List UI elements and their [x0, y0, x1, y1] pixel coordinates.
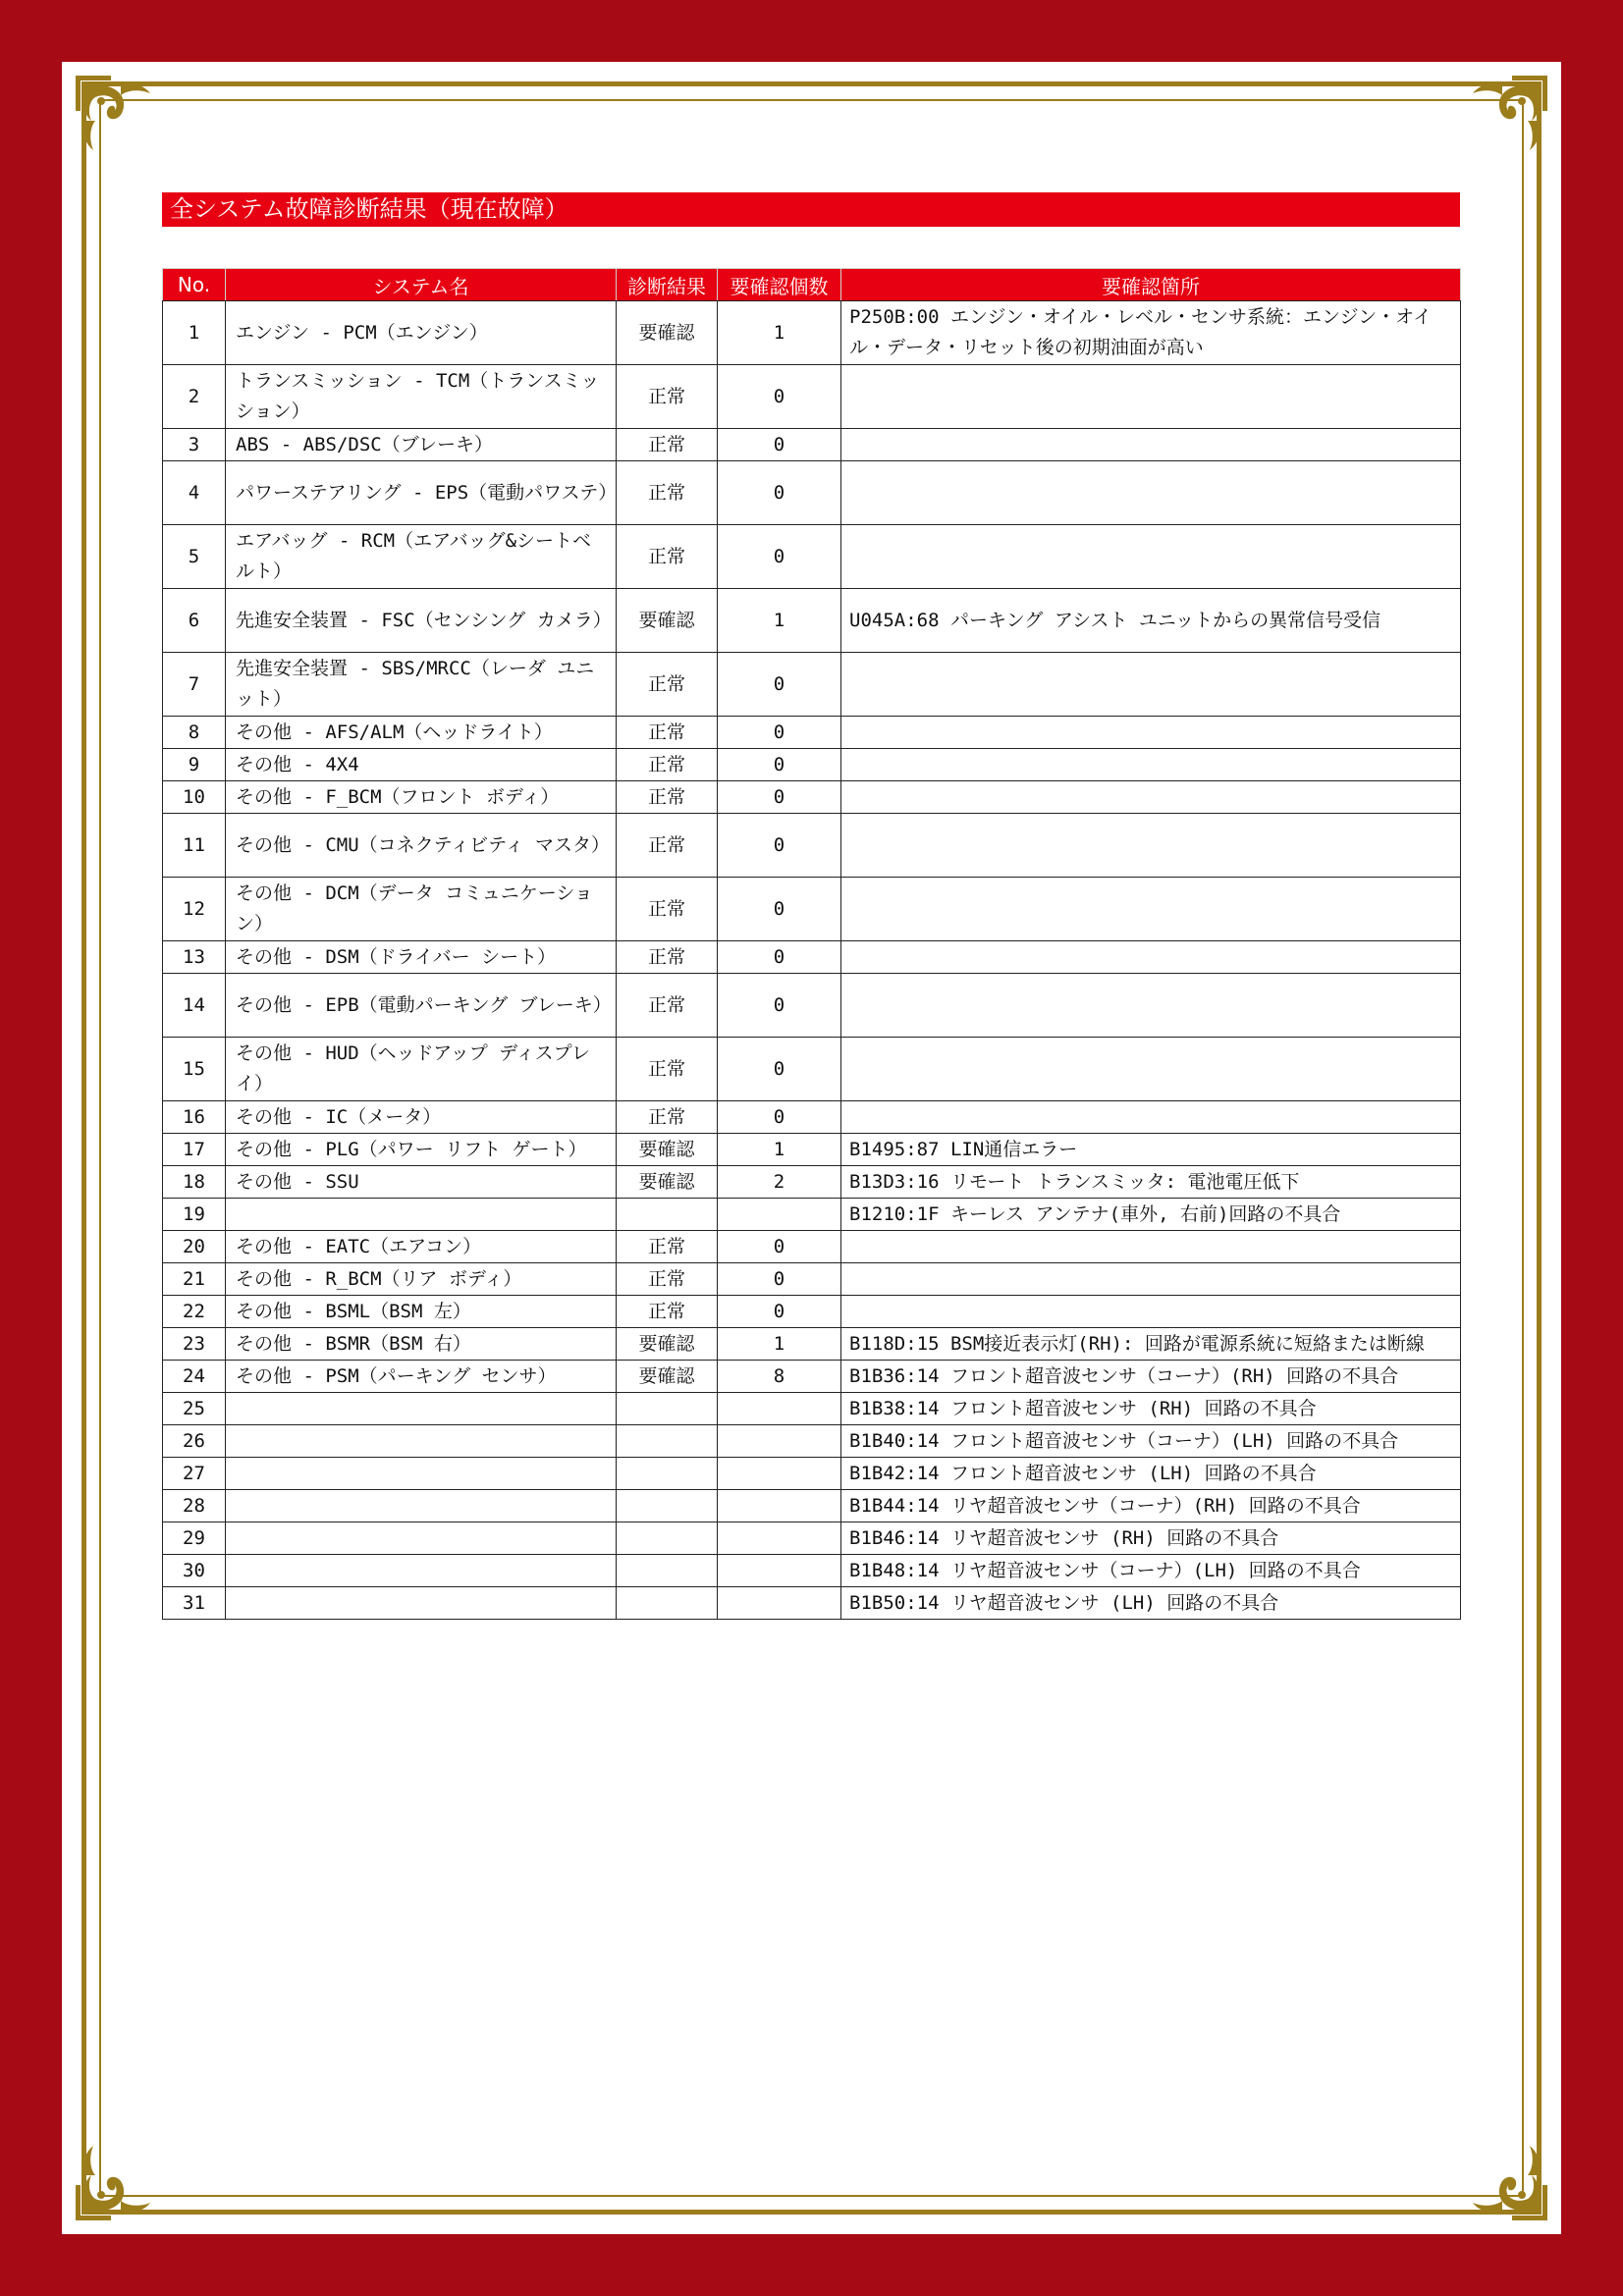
cell-no: 8	[163, 717, 226, 749]
cell-result: 要確認	[617, 301, 718, 365]
cell-result: 正常	[617, 1038, 718, 1101]
cell-detail: B1495:87 LIN通信エラー	[841, 1134, 1461, 1166]
cell-no: 17	[163, 1134, 226, 1166]
cell-no: 22	[163, 1296, 226, 1328]
corner-ornament-icon	[72, 2134, 162, 2224]
cell-result: 正常	[617, 941, 718, 974]
table-row	[163, 1522, 1461, 1555]
cell-system: トランスミッション - TCM（トランスミッション）	[226, 365, 617, 429]
cell-detail	[841, 974, 1461, 1038]
cell-no: 12	[163, 878, 226, 941]
cell-count: 0	[718, 878, 841, 941]
cell-no: 2	[163, 365, 226, 429]
table-row	[163, 461, 1461, 525]
cell-system: その他 - F_BCM（フロント ボディ）	[226, 781, 617, 814]
table-row	[163, 365, 1461, 429]
cell-result	[617, 1199, 718, 1231]
cell-count	[718, 1199, 841, 1231]
cell-count: 0	[718, 1263, 841, 1296]
cell-no: 21	[163, 1263, 226, 1296]
table-row	[163, 814, 1461, 878]
cell-no: 19	[163, 1199, 226, 1231]
cell-system: その他 - DCM（データ コミュニケーション）	[226, 878, 617, 941]
table-row	[163, 878, 1461, 941]
table-row	[163, 1587, 1461, 1620]
cell-result: 正常	[617, 749, 718, 781]
cell-result: 正常	[617, 717, 718, 749]
cell-system: その他 - BSMR（BSM 右）	[226, 1328, 617, 1361]
cell-system: その他 - BSML（BSM 左）	[226, 1296, 617, 1328]
table-row	[163, 1393, 1461, 1425]
cell-count: 8	[718, 1361, 841, 1393]
cell-detail: B1B38:14 フロント超音波センサ (RH) 回路の不具合	[841, 1393, 1461, 1425]
cell-system	[226, 1393, 617, 1425]
cell-result: 正常	[617, 365, 718, 429]
cell-result: 正常	[617, 814, 718, 878]
header-no: No.	[163, 269, 226, 301]
cell-count	[718, 1393, 841, 1425]
cell-count	[718, 1555, 841, 1587]
cell-system: その他 - DSM（ドライバー シート）	[226, 941, 617, 974]
cell-count: 0	[718, 1296, 841, 1328]
cell-no: 11	[163, 814, 226, 878]
cell-detail	[841, 1231, 1461, 1263]
table-row	[163, 429, 1461, 461]
cell-system	[226, 1555, 617, 1587]
cell-no: 7	[163, 653, 226, 717]
cell-result: 要確認	[617, 1328, 718, 1361]
cell-detail	[841, 1263, 1461, 1296]
cell-count: 0	[718, 461, 841, 525]
table-row	[163, 301, 1461, 365]
corner-ornament-icon	[1461, 2134, 1551, 2224]
header-count: 要確認個数	[718, 269, 841, 301]
cell-count: 0	[718, 1231, 841, 1263]
cell-no: 30	[163, 1555, 226, 1587]
cell-detail: B1B40:14 フロント超音波センサ（コーナ）(LH) 回路の不具合	[841, 1425, 1461, 1458]
cell-result: 正常	[617, 429, 718, 461]
corner-ornament-icon	[72, 72, 162, 162]
cell-no: 27	[163, 1458, 226, 1490]
header-detail: 要確認箇所	[841, 269, 1461, 301]
cell-no: 20	[163, 1231, 226, 1263]
cell-count: 0	[718, 429, 841, 461]
table-row	[163, 1328, 1461, 1361]
cell-no: 29	[163, 1522, 226, 1555]
cell-result: 正常	[617, 461, 718, 525]
cell-result: 正常	[617, 974, 718, 1038]
cell-system: ABS - ABS/DSC（ブレーキ）	[226, 429, 617, 461]
cell-no: 24	[163, 1361, 226, 1393]
cell-no: 31	[163, 1587, 226, 1620]
cell-system: その他 - 4X4	[226, 749, 617, 781]
cell-result	[617, 1587, 718, 1620]
cell-count: 0	[718, 941, 841, 974]
cell-count: 1	[718, 1134, 841, 1166]
table-row	[163, 1038, 1461, 1101]
report-sheet	[62, 62, 1561, 2234]
table-row	[163, 1134, 1461, 1166]
cell-system: 先進安全装置 - FSC（センシング カメラ）	[226, 589, 617, 653]
cell-count: 0	[718, 749, 841, 781]
cell-detail: B118D:15 BSM接近表示灯(RH): 回路が電源系統に短絡または断線	[841, 1328, 1461, 1361]
cell-no: 5	[163, 525, 226, 589]
table-row	[163, 525, 1461, 589]
cell-result	[617, 1555, 718, 1587]
table-row	[163, 1166, 1461, 1199]
table-row	[163, 1361, 1461, 1393]
cell-result: 正常	[617, 878, 718, 941]
cell-detail	[841, 781, 1461, 814]
cell-result: 要確認	[617, 589, 718, 653]
cell-count: 1	[718, 589, 841, 653]
cell-system: その他 - PLG（パワー リフト ゲート）	[226, 1134, 617, 1166]
cell-count: 0	[718, 974, 841, 1038]
table-row	[163, 1555, 1461, 1587]
cell-system: その他 - R_BCM（リア ボディ）	[226, 1263, 617, 1296]
cell-no: 15	[163, 1038, 226, 1101]
cell-detail	[841, 461, 1461, 525]
table-row	[163, 1490, 1461, 1522]
cell-count	[718, 1425, 841, 1458]
cell-count: 0	[718, 781, 841, 814]
cell-result	[617, 1490, 718, 1522]
cell-detail	[841, 878, 1461, 941]
cell-result	[617, 1425, 718, 1458]
cell-detail: B13D3:16 リモート トランスミッタ: 電池電圧低下	[841, 1166, 1461, 1199]
cell-system	[226, 1425, 617, 1458]
table-row	[163, 749, 1461, 781]
cell-detail	[841, 717, 1461, 749]
cell-no: 9	[163, 749, 226, 781]
table-row	[163, 1296, 1461, 1328]
cell-count: 0	[718, 1038, 841, 1101]
header-system: システム名	[226, 269, 617, 301]
cell-no: 23	[163, 1328, 226, 1361]
cell-count: 0	[718, 717, 841, 749]
cell-system: その他 - PSM（パーキング センサ）	[226, 1361, 617, 1393]
cell-detail	[841, 749, 1461, 781]
cell-count: 1	[718, 1328, 841, 1361]
table-row	[163, 1199, 1461, 1231]
cell-system: その他 - SSU	[226, 1166, 617, 1199]
cell-result: 要確認	[617, 1166, 718, 1199]
cell-no: 3	[163, 429, 226, 461]
cell-system: その他 - AFS/ALM（ヘッドライト）	[226, 717, 617, 749]
cell-system: その他 - IC（メータ）	[226, 1101, 617, 1134]
cell-no: 6	[163, 589, 226, 653]
cell-no: 16	[163, 1101, 226, 1134]
cell-count	[718, 1587, 841, 1620]
cell-count	[718, 1522, 841, 1555]
cell-no: 28	[163, 1490, 226, 1522]
cell-detail: B1B48:14 リヤ超音波センサ（コーナ）(LH) 回路の不具合	[841, 1555, 1461, 1587]
cell-result: 正常	[617, 781, 718, 814]
cell-result: 正常	[617, 1101, 718, 1134]
cell-detail	[841, 1101, 1461, 1134]
cell-result: 正常	[617, 525, 718, 589]
cell-system: その他 - EPB（電動パーキング ブレーキ）	[226, 974, 617, 1038]
cell-result	[617, 1458, 718, 1490]
cell-system	[226, 1199, 617, 1231]
cell-detail	[841, 653, 1461, 717]
cell-system: エンジン - PCM（エンジン）	[226, 301, 617, 365]
cell-system: 先進安全装置 - SBS/MRCC（レーダ ユニット）	[226, 653, 617, 717]
header-result: 診断結果	[617, 269, 718, 301]
cell-detail	[841, 525, 1461, 589]
table-row	[163, 1425, 1461, 1458]
page-title: 全システム故障診断結果（現在故障）	[162, 192, 1460, 227]
table-body	[163, 301, 1461, 1620]
cell-detail	[841, 365, 1461, 429]
cell-result	[617, 1522, 718, 1555]
cell-result: 正常	[617, 653, 718, 717]
cell-count: 0	[718, 525, 841, 589]
diagnosis-table	[162, 268, 1461, 1620]
cell-count	[718, 1490, 841, 1522]
cell-detail: B1B42:14 フロント超音波センサ (LH) 回路の不具合	[841, 1458, 1461, 1490]
cell-count: 0	[718, 653, 841, 717]
cell-detail: B1B36:14 フロント超音波センサ（コーナ）(RH) 回路の不具合	[841, 1361, 1461, 1393]
cell-system: エアバッグ - RCM（エアバッグ&シートベルト）	[226, 525, 617, 589]
table-row	[163, 1231, 1461, 1263]
cell-system: その他 - EATC（エアコン）	[226, 1231, 617, 1263]
cell-result: 正常	[617, 1296, 718, 1328]
cell-detail: B1B44:14 リヤ超音波センサ（コーナ）(RH) 回路の不具合	[841, 1490, 1461, 1522]
cell-system	[226, 1522, 617, 1555]
cell-no: 10	[163, 781, 226, 814]
cell-no: 26	[163, 1425, 226, 1458]
cell-result: 正常	[617, 1231, 718, 1263]
cell-count: 1	[718, 301, 841, 365]
table-row	[163, 717, 1461, 749]
cell-system: パワーステアリング - EPS（電動パワステ）	[226, 461, 617, 525]
cell-detail	[841, 1296, 1461, 1328]
cell-no: 14	[163, 974, 226, 1038]
table-row	[163, 1101, 1461, 1134]
cell-detail: U045A:68 パーキング アシスト ユニットからの異常信号受信	[841, 589, 1461, 653]
cell-count: 0	[718, 365, 841, 429]
cell-detail: B1210:1F キーレス アンテナ(車外, 右前)回路の不具合	[841, 1199, 1461, 1231]
cell-detail	[841, 941, 1461, 974]
cell-detail: B1B50:14 リヤ超音波センサ (LH) 回路の不具合	[841, 1587, 1461, 1620]
cell-detail	[841, 814, 1461, 878]
table-row	[163, 781, 1461, 814]
cell-system: その他 - CMU（コネクティビティ マスタ）	[226, 814, 617, 878]
cell-no: 1	[163, 301, 226, 365]
cell-count: 2	[718, 1166, 841, 1199]
cell-detail	[841, 429, 1461, 461]
cell-result: 要確認	[617, 1134, 718, 1166]
table-row	[163, 1263, 1461, 1296]
cell-detail: P250B:00 エンジン・オイル・レベル・センサ系統：エンジン・オイル・データ・リセット後の初期油面が高い	[841, 301, 1461, 365]
table-row	[163, 653, 1461, 717]
cell-count: 0	[718, 814, 841, 878]
cell-system: その他 - HUD（ヘッドアップ ディスプレイ）	[226, 1038, 617, 1101]
cell-count: 0	[718, 1101, 841, 1134]
cell-no: 4	[163, 461, 226, 525]
cell-result: 要確認	[617, 1361, 718, 1393]
cell-no: 25	[163, 1393, 226, 1425]
corner-ornament-icon	[1461, 72, 1551, 162]
cell-detail	[841, 1038, 1461, 1101]
table-row	[163, 589, 1461, 653]
table-header-row	[163, 269, 1461, 301]
cell-system	[226, 1490, 617, 1522]
cell-no: 18	[163, 1166, 226, 1199]
table-row	[163, 941, 1461, 974]
cell-result: 正常	[617, 1263, 718, 1296]
cell-system	[226, 1458, 617, 1490]
cell-detail: B1B46:14 リヤ超音波センサ (RH) 回路の不具合	[841, 1522, 1461, 1555]
table-row	[163, 974, 1461, 1038]
cell-count	[718, 1458, 841, 1490]
cell-system	[226, 1587, 617, 1620]
cell-result	[617, 1393, 718, 1425]
cell-no: 13	[163, 941, 226, 974]
table-row	[163, 1458, 1461, 1490]
